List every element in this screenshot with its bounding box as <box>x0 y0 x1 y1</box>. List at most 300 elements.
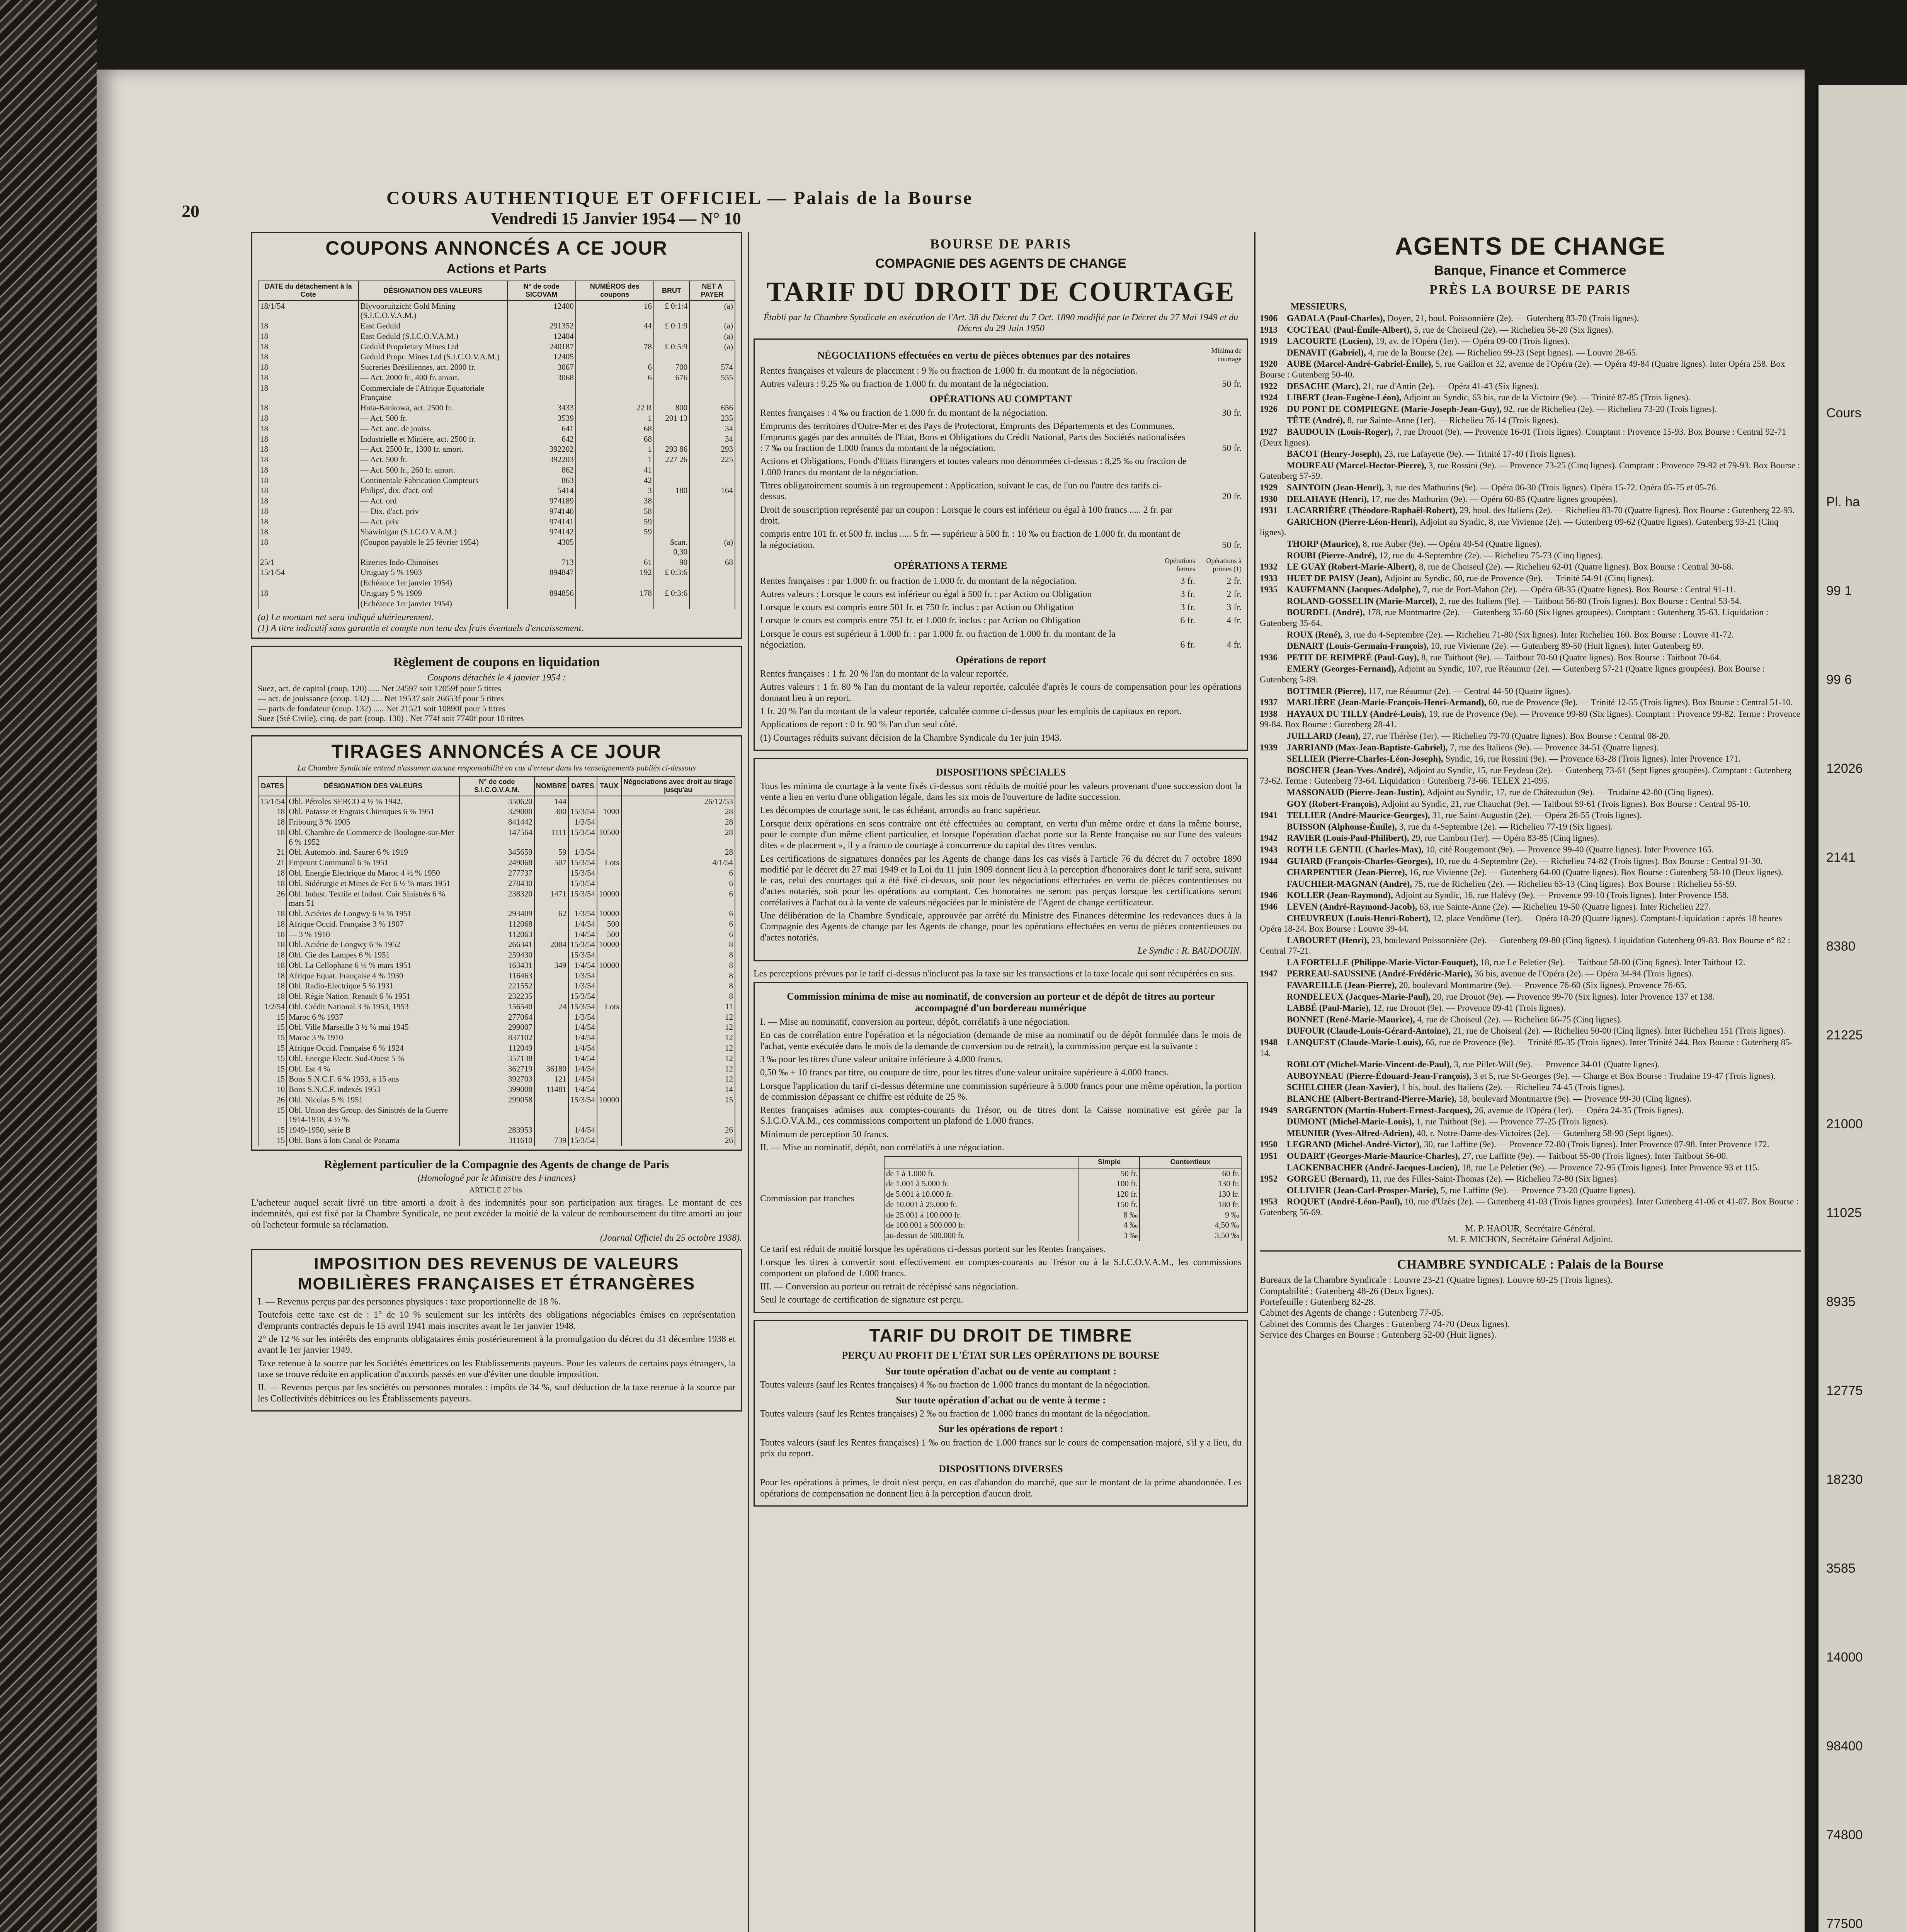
cell-date: 18 <box>258 423 359 434</box>
cell-num: 1 <box>576 454 654 465</box>
cell-net: 574 <box>689 362 735 372</box>
terme-col1: Opérations fermes <box>1165 557 1195 573</box>
cell-neg: 8 <box>621 981 735 991</box>
agent-entry <box>1260 799 1801 810</box>
table-row <box>258 475 735 486</box>
cell-date: 18/1/54 <box>258 301 359 321</box>
cell-net: (a) <box>689 321 735 331</box>
agent-details: 1, rue Taitbout (9e). — Provence 77-25 (Trois lignes). <box>1416 1117 1609 1127</box>
disposition-paragraph: Tous les minima de courtage à la vente fixés ci-dessus sont réduits de moitié pour les valeurs provenant d'une succession dont la vente a lieu en vertu d'une obligation légale, dans les six mois de l'ouverture de ladite succession. <box>760 781 1242 802</box>
cell-code: 641 <box>507 423 576 434</box>
cell-brut: £ 0:1:9 <box>654 321 689 331</box>
cell-code: 221552 <box>459 981 534 991</box>
fee-value-ferme: 6 fr. <box>1180 640 1195 650</box>
agent-name: BLANCHE (Albert-Bertrand-Pierre-Marie), <box>1287 1094 1456 1104</box>
agent-entry <box>1260 596 1801 607</box>
agent-entry <box>1260 731 1801 742</box>
cell-name: — 3 % 1910 <box>287 929 459 940</box>
cell-date: 15 <box>258 1135 287 1146</box>
timbre-box <box>754 1320 1248 1507</box>
cell-code: 112068 <box>459 919 534 929</box>
cell-nb <box>534 971 568 981</box>
cell-date: 18 <box>258 444 359 454</box>
fee-label: Rentes françaises et valeurs de placement : 9 ‰ ou fraction de 1.000 fr. du montant de la négociation. <box>760 366 1138 376</box>
cell-date: 15 <box>258 1105 287 1125</box>
cell-code: 116463 <box>459 971 534 981</box>
cell-nb <box>534 1032 568 1043</box>
minima-header: Minima de courtage <box>1211 347 1242 363</box>
cell-code: 277737 <box>459 868 534 878</box>
cell-taux <box>597 868 621 878</box>
cell-code: 362719 <box>459 1064 534 1074</box>
cell-neg: 26 <box>621 1125 735 1135</box>
cell-brut <box>654 599 689 609</box>
table-row <box>258 454 735 465</box>
cell-code: 974141 <box>507 517 576 527</box>
cell-code: 3067 <box>507 362 576 372</box>
imposition-paragraph: I. — Revenus perçus par des personnes physiques : taxe proportionnelle de 18 %. <box>258 1297 561 1307</box>
agent-year: 1922 <box>1260 381 1278 391</box>
cell-name: (Echéance 1er janvier 1954) <box>359 578 507 588</box>
cell-name: Obl. Nicolas 5 % 1951 <box>287 1095 459 1105</box>
disposition-paragraph: Lorsque deux opérations en sens contraire ont été effectuées au comptant, en vertu d'un même ordre et dans la même bourse, pour le compte d'un même client particulier, et lorsque l'opération d'achat porte sur la Rente française ou sur l'une des valeurs dites « de placement », il y a franco de courtage à concurrence du capital des titres vendus. <box>760 818 1242 851</box>
agent-year: 1919 <box>1260 336 1278 346</box>
cell-code: 862 <box>507 465 576 475</box>
agent-entry <box>1260 810 1801 821</box>
cell-name: Obl. Energie Electrique du Maroc 4 ½ % 1950 <box>287 868 459 878</box>
facing-page-fragment: 12775 <box>1826 1383 1863 1398</box>
agent-name: ROUBI (Pierre-André), <box>1287 550 1377 560</box>
cell-name: — Act. 2500 fr., 1300 fr. amort. <box>359 444 507 454</box>
reglement-subtitle: Coupons détachés le 4 janvier 1954 : <box>427 673 566 683</box>
cell-neg: 8 <box>621 960 735 971</box>
cell-date: 18 <box>258 919 287 929</box>
agent-year: 1913 <box>1260 325 1278 335</box>
cell-net: 34 <box>689 434 735 444</box>
facing-page-fragment: 74800 <box>1826 1828 1863 1842</box>
col-date: DATE du détachement à la Cote <box>258 281 359 300</box>
agent-details: Doyen, 21, boul. Poissonnière (2e). — Gutenberg 83-70 (Trois lignes). <box>1387 313 1639 323</box>
cell-code: 283953 <box>459 1125 534 1135</box>
comptant-title: OPÉRATIONS AU COMPTANT <box>929 393 1072 405</box>
reglement-section <box>251 646 742 728</box>
cell-date: 18 <box>258 331 359 342</box>
cell-net: 555 <box>689 372 735 383</box>
agent-entry <box>1260 1071 1801 1082</box>
commission-paragraph: Rentes françaises admises aux comptes-courants du Trésor, ou de titres dont la Caisse nominative est gérée par la S.I.C.O.V.A.M., ces commissions comportent un plafond de 1.000 francs. <box>760 1105 1242 1126</box>
agent-details: 40, r. Notre-Dame-des-Victoires (2e). — Gutenberg 58-90 (Sept lignes). <box>1417 1128 1673 1138</box>
agent-year: 1949 <box>1260 1105 1278 1115</box>
cell-brut: 700 <box>654 362 689 372</box>
agent-name: LIBERT (Jean-Eugène-Léon), <box>1287 393 1402 403</box>
timbre-text: Toutes valeurs (sauf les Rentes françaises) 1 ‰ ou fraction de 1.000 francs sur le cours de compensation majoré, s'il y a lieu, du prix du report. <box>760 1438 1242 1459</box>
cell-name: Fribourg 3 % 1905 <box>287 817 459 827</box>
fee-row <box>760 408 1242 418</box>
neg-header: NÉGOCIATIONS effectuées en vertu de pièces obtenues par des notaires <box>817 350 1130 361</box>
right-column <box>1260 232 1801 1932</box>
commission-paragraph: En cas de corrélation entre l'opération et la négociation (demande de mise au nominatif ou de dépôt formulée dans le mois de l'achat, vente exécutée dans le mois de la demande de conversion ou de retrait), la commission perçue est la suivante : <box>760 1030 1242 1051</box>
cell-neg: 12 <box>621 1074 735 1084</box>
cell-net: 164 <box>689 485 735 496</box>
agents-subtitle2: PRÈS LA BOURSE DE PARIS <box>1429 282 1631 297</box>
cell-name: — Act. ord <box>359 496 507 506</box>
agent-name: AUBOYNEAU (Pierre-Édouard-Jean-François), <box>1287 1071 1472 1081</box>
cell-taux <box>597 1012 621 1022</box>
agent-year: 1931 <box>1260 505 1278 515</box>
commission-cell: de 1.001 à 5.000 fr. <box>884 1179 1079 1189</box>
agents-subtitle: Banque, Finance et Commerce <box>1434 263 1626 278</box>
cell-rdate: 1/3/54 <box>568 908 597 919</box>
cell-taux <box>597 950 621 960</box>
agent-details: Syndic, 16, rue Rossini (9e). — Provence 63-28 (Trois lignes). Inter Provence 171. <box>1445 754 1741 764</box>
cell-code: 642 <box>507 434 576 444</box>
fee-row <box>760 456 1242 478</box>
table-row <box>884 1168 1241 1179</box>
cell-taux <box>597 1064 621 1074</box>
agent-name: HAYAUX DU TILLY (André-Louis), <box>1287 709 1427 719</box>
agent-name: BOTTMER (Pierre), <box>1287 686 1366 696</box>
agent-entry <box>1260 1116 1801 1127</box>
fee-row <box>760 379 1242 389</box>
agent-entry <box>1260 641 1801 651</box>
table-row <box>884 1199 1241 1210</box>
cell-neg: 26 <box>621 1135 735 1146</box>
agent-entry <box>1260 1139 1801 1150</box>
agent-name: TELLIER (André-Maurice-Georges), <box>1287 810 1430 820</box>
col-dates: DATES <box>258 776 287 796</box>
commission-cell: 4 ‰ <box>1079 1220 1140 1230</box>
cell-taux <box>597 1135 621 1146</box>
cell-brut: 90 <box>654 557 689 568</box>
cell-rdate <box>568 1105 597 1125</box>
table-row <box>258 1022 735 1032</box>
cell-nb <box>534 919 568 929</box>
column-divider <box>748 232 749 1932</box>
cell-name: Obl. Ville Marseille 3 ½ % mai 1945 <box>287 1022 459 1032</box>
report-title: Opérations de report <box>956 654 1046 666</box>
cell-brut: £ 0:5:9 <box>654 342 689 352</box>
table-row <box>258 806 735 817</box>
agent-name: THORP (Maurice), <box>1287 539 1361 549</box>
imposition-paragraph: Taxe retenue à la source par les Sociétés émettrices ou les Etablissements payeurs. Pour les valeurs de certains pays étrangers, la taxe se trouve réduite en application d'accords passés en vue d'éviter une double imposition. <box>258 1358 735 1379</box>
cell-date: 15 <box>258 1053 287 1064</box>
cell-rdate: 15/3/54 <box>568 868 597 878</box>
agent-name: GUIARD (François-Charles-Georges), <box>1287 856 1433 866</box>
cell-nb: 349 <box>534 960 568 971</box>
agent-entry <box>1260 427 1801 448</box>
col-net: NET A PAYER <box>689 281 735 300</box>
facing-page-fragment: 12026 <box>1826 761 1863 776</box>
cell-num: 38 <box>576 496 654 506</box>
agent-entry <box>1260 505 1801 516</box>
cell-name: — Act. priv <box>359 517 507 527</box>
cell-date: 18 <box>258 342 359 352</box>
commission-cell: 50 fr. <box>1079 1168 1140 1179</box>
cell-neg <box>621 1105 735 1125</box>
facing-page-fragment: Pl. ha <box>1826 495 1860 509</box>
cell-num <box>576 537 654 557</box>
agent-entry <box>1260 652 1801 663</box>
cell-rdate: 15/3/54 <box>568 827 597 847</box>
agent-entry <box>1260 867 1801 878</box>
agent-year: 1929 <box>1260 482 1278 492</box>
agent-name: DUMONT (Michel-Marie-Louis), <box>1287 1117 1414 1127</box>
cell-neg: 12 <box>621 1032 735 1043</box>
agent-entry <box>1260 833 1801 844</box>
cell-net <box>689 475 735 486</box>
rp-article: ARTICLE 27 bis. <box>469 1186 524 1195</box>
agent-details: 1 bis, boul. des Italiens (2e). — Richelieu 74-45 (Trois lignes). <box>1402 1082 1625 1092</box>
coupons-subtitle: Actions et Parts <box>446 262 547 276</box>
table-row <box>258 1064 735 1074</box>
cell-name: Obl. Chambre de Commerce de Boulogne-sur-Mer 6 % 1952 <box>287 827 459 847</box>
imposition-paragraph: 2° de 12 % sur les intérêts des emprunts obligataires émis postérieurement à la promulgation du décret du 31 décembre 1938 et avant le 1er janvier 1949. <box>258 1334 735 1355</box>
cell-name: Afrique Occid. Française 6 % 1924 <box>287 1043 459 1053</box>
agent-entry <box>1260 663 1801 685</box>
agent-year: 1953 <box>1260 1197 1278 1207</box>
facing-page-fragment: 11025 <box>1826 1206 1862 1220</box>
agent-name: LACARRIÈRE (Théodore-Raphaël-Robert), <box>1287 505 1458 515</box>
cell-num: 1 <box>576 413 654 423</box>
cell-rdate: 1/3/54 <box>568 847 597 857</box>
agent-details: 21, rue de Choiseul (2e). — Richelieu 50-00 (Cinq lignes). Inter Richelieu 151 (Trois lignes). <box>1453 1026 1786 1036</box>
col-nombre: NOMBRE <box>534 776 568 796</box>
table-row <box>258 578 735 588</box>
table-row <box>258 342 735 352</box>
fee-label: Autres valeurs : Lorsque le cours est inférieur ou égal à 500 fr. : par Action ou Obligation <box>760 589 1092 599</box>
agent-year: 1932 <box>1260 562 1278 572</box>
commission-cell: de 1 à 1.000 fr. <box>884 1168 1079 1179</box>
agent-name: SELLIER (Pierre-Charles-Léon-Joseph), <box>1287 754 1443 764</box>
fee-minimum: 20 fr. <box>1222 492 1242 502</box>
cell-date: 15 <box>258 1064 287 1074</box>
cell-name: Continentale Fabrication Compteurs <box>359 475 507 486</box>
table-row <box>258 827 735 847</box>
cell-code: 291352 <box>507 321 576 331</box>
agent-name: SCHELCHER (Jean-Xavier), <box>1287 1082 1400 1092</box>
fee-minimum: 30 fr. <box>1222 408 1242 418</box>
fee-label: Droit de souscription représenté par un coupon : Lorsque le cours est inférieur ou égal à 100 francs ..... 2 fr. par droit. <box>760 505 1172 526</box>
agent-name: OUDART (Georges-Marie-Maurice-Charles), <box>1287 1151 1460 1161</box>
cell-name: Uruguay 5 % 1909 <box>359 588 507 599</box>
table-row <box>258 506 735 517</box>
agent-year: 1942 <box>1260 833 1278 843</box>
commission-paragraph: II. — Mise au nominatif, dépôt, non corrélatifs à une négociation. <box>760 1143 1004 1153</box>
agent-entry <box>1260 753 1801 764</box>
commission-cell: 120 fr. <box>1079 1189 1140 1199</box>
agent-name: GARICHON (Pierre-Léon-Henri), <box>1287 517 1418 527</box>
cell-neg: 12 <box>621 1012 735 1022</box>
terme-title: OPÉRATIONS A TERME <box>894 560 1007 571</box>
cell-net <box>689 588 735 599</box>
cell-date: 10 <box>258 1084 287 1095</box>
cell-brut: £ 0:3:6 <box>654 588 689 599</box>
cell-rdate: 1/4/54 <box>568 960 597 971</box>
cell-neg: 26/12/53 <box>621 796 735 807</box>
cell-num: 1 <box>576 444 654 454</box>
facing-page-fragment: 99 6 <box>1826 672 1852 687</box>
commission-box <box>754 982 1248 1313</box>
table-row <box>258 444 735 454</box>
facing-page-fragment: 98400 <box>1826 1739 1863 1753</box>
agent-entry <box>1260 629 1801 640</box>
agent-year: 1906 <box>1260 313 1278 323</box>
cell-taux: Lots <box>597 1002 621 1012</box>
cell-name: Obl. Aciéries de Longwy 6 ½ % 1951 <box>287 908 459 919</box>
reglement-row: — parts de fondateur (coup. 132) ..... Net 21521 soit 10890f pour 5 titres <box>258 703 505 713</box>
commission-table <box>884 1156 1242 1241</box>
table-row <box>258 1012 735 1022</box>
cell-date: 18 <box>258 321 359 331</box>
cell-num: 192 <box>576 567 654 578</box>
cell-nb: 24 <box>534 1002 568 1012</box>
agent-entry <box>1260 381 1801 392</box>
cell-rdate: 1/4/54 <box>568 929 597 940</box>
agent-details: 75, rue de Richelieu (2e). — Richelieu 63-13 (Cinq lignes). Box Bourse : Richelieu 55-59. <box>1414 879 1737 889</box>
agent-name: SARGENTON (Martin-Hubert-Ernest-Jacques), <box>1287 1105 1472 1115</box>
cell-name: Blyvooruitzicht Gold Mining (S.I.C.O.V.A.M.) <box>359 301 507 321</box>
cell-code: 147564 <box>459 827 534 847</box>
footnote: (a) Le montant net sera indiqué ultérieurement. <box>258 612 434 622</box>
secretaire: M. P. HAOUR, Secrétaire Général. <box>1465 1223 1596 1234</box>
fee-label: Lorsque le cours est supérieur à 1.000 fr. : par 1.000 fr. ou fraction de 1.000 fr. du montant de la négociation. <box>760 629 1116 650</box>
cell-num: 68 <box>576 434 654 444</box>
agent-year: 1920 <box>1260 359 1278 369</box>
cell-nb: 62 <box>534 908 568 919</box>
cell-rdate: 1/3/54 <box>568 981 597 991</box>
table-row <box>258 929 735 940</box>
cell-net: 235 <box>689 413 735 423</box>
cell-code: 299058 <box>459 1095 534 1105</box>
cell-date <box>258 599 359 609</box>
dispositions-title: DISPOSITIONS SPÉCIALES <box>936 766 1066 778</box>
report-paragraph: 1 fr. 20 % l'an du montant de la valeur reportée, calculée comme ci-dessus pour les emplois de capitaux en report. <box>760 706 1182 717</box>
table-row <box>258 1032 735 1043</box>
table-row <box>884 1220 1241 1230</box>
footnote: (1) A titre indicatif sans garantie et compte non tenu des frais éventuels d'encaissement. <box>258 623 584 633</box>
agent-name: LACKENBACHER (André-Jacques-Lucien), <box>1287 1162 1460 1172</box>
book-binding <box>0 0 97 1932</box>
cell-num: 16 <box>576 301 654 321</box>
tirages-subtitle: La Chambre Syndicale entend n'assumer aucune responsabilité en cas d'erreur dans les renseignements publiés ci-dessous <box>297 763 696 773</box>
cell-num: 22 R <box>576 403 654 413</box>
agent-details: 36 bis, avenue de l'Opéra (2e). — Opéra 34-94 (Trois lignes). <box>1475 969 1694 979</box>
commission-paragraph: Lorsque l'application du tarif ci-dessus détermine une commission supérieure à 5.000 francs pour une même opération, la portion de commission dépassant ce chiffre est réduite de 25 %. <box>760 1081 1242 1102</box>
agent-details: 17, rue des Mathurins (9e). — Opéra 60-85 (Quatre lignes groupées). <box>1371 494 1618 504</box>
cell-num: 44 <box>576 321 654 331</box>
table-row <box>258 496 735 506</box>
cell-num <box>576 352 654 362</box>
agent-details: Adjoint au Syndic, 60, rue de Provence (9e). — Trinité 54-91 (Cinq lignes). <box>1384 573 1654 583</box>
agent-details: 3, rue des Mathurins (9e). — Opéra 06-30 (Trois lignes). Opéra 15-72. Opéra 05-75 et 05-76. <box>1386 482 1718 492</box>
cell-nb <box>534 868 568 878</box>
cell-neg: 8 <box>621 991 735 1002</box>
agent-details: 2, rue des Italiens (9e). — Taitbout 56-80 (Trois lignes). Box Bourse : Central 53-54. <box>1439 596 1742 606</box>
agent-name: AUBE (Marcel-André-Gabriel-Émile), <box>1287 359 1433 369</box>
agent-details: 18, boulevard Montmartre (9e). — Provence 99-30 (Cinq lignes). <box>1458 1094 1692 1104</box>
agent-name: LABBÉ (Paul-Marie), <box>1287 1003 1371 1013</box>
table-row <box>258 847 735 857</box>
agent-details: 21, rue d'Antin (2e). — Opéra 41-43 (Six lignes). <box>1363 381 1539 391</box>
cell-taux <box>597 1043 621 1053</box>
cell-brut: £ 0:3:6 <box>654 567 689 578</box>
cell-taux <box>597 981 621 991</box>
cell-name: Rizeries Indo-Chinoises <box>359 557 507 568</box>
table-row <box>258 321 735 331</box>
agent-details: 27, rue Thérèse (1er). — Richelieu 79-70 (Quatre lignes). Box Bourse : Central 08-20. <box>1363 731 1671 741</box>
agent-entry <box>1260 482 1801 493</box>
rp-subtitle: (Homologué par le Ministre des Finances) <box>417 1173 576 1184</box>
cell-taux <box>597 1084 621 1095</box>
agent-details: 7, rue de Port-Mahon (2e). — Opéra 68-35 (Quatre lignes). Box Bourse : Central 91-11. <box>1423 585 1736 595</box>
cell-name: — Act. anc. de jouiss. <box>359 423 507 434</box>
report-paragraph: Autres valeurs : 1 fr. 80 % l'an du montant de la valeur reportée, calculée d'après le cours de compensation pour les opérations donnant lieu à un report. <box>760 682 1242 703</box>
cell-code: 4305 <box>507 537 576 557</box>
table-row <box>258 362 735 372</box>
agent-details: 10, cité Rougemont (9e). — Provence 99-40 (Quatre lignes). Inter Provence 165. <box>1426 844 1714 854</box>
agent-entry <box>1260 336 1801 347</box>
cell-brut <box>654 496 689 506</box>
fee-label: Actions et Obligations, Fonds d'Etats Etrangers et toutes valeurs non dénommées ci-dessus : 8,25 ‰ ou fraction de 1.000 francs du montant de la négociation. <box>760 456 1187 478</box>
cell-taux <box>597 1032 621 1043</box>
agent-name: LE GUAY (Robert-Marie-Albert), <box>1287 562 1417 572</box>
cell-rdate: 1/4/54 <box>568 1084 597 1095</box>
agent-details: 60, rue de Provence (9e). — Trinité 12-55 (Trois lignes). Box Bourse : Central 51-10. <box>1488 697 1793 707</box>
reglement-row: Suez, act. de capital (coup. 120) ..... Net 24597 soit 12059f pour 5 titres <box>258 683 501 693</box>
timbre-text: Toutes valeurs (sauf les Rentes françaises) 2 ‰ ou fraction de 1.000 francs du montant de la négociation. <box>760 1409 1150 1419</box>
cell-rdate: 15/3/54 <box>568 950 597 960</box>
cell-rdate: 1/4/54 <box>568 1043 597 1053</box>
table-row <box>258 1084 735 1095</box>
cell-rdate: 15/3/54 <box>568 991 597 1002</box>
cell-net <box>689 383 735 403</box>
agent-entry <box>1260 901 1801 912</box>
agent-name: DENAVIT (Gabriel), <box>1287 347 1366 357</box>
agent-details: 5, rue Laffitte (9e). — Provence 73-20 (Quatre lignes). <box>1440 1185 1636 1195</box>
timbre-heading: Sur toute opération d'achat ou de vente à terme : <box>896 1394 1106 1406</box>
cell-rdate: 1/4/54 <box>568 1064 597 1074</box>
cell-net <box>689 527 735 537</box>
agent-details: 23, boulevard Poissonnière (2e). — Gutenberg 09-80 (Cinq lignes). Liquidation Gutenberg 09-83. Box Bourse n° 82 : Central 77-21. <box>1260 935 1790 956</box>
agent-name: ROTH LE GENTIL (Charles-Max), <box>1287 844 1424 854</box>
agent-name: DENART (Louis-Germain-François), <box>1287 641 1429 651</box>
terme-col2: Opérations à primes (1) <box>1206 557 1242 573</box>
table-row <box>258 1135 735 1146</box>
table-row <box>258 485 735 496</box>
cell-name: Bons S.N.C.F. 6 % 1953, à 15 ans <box>287 1074 459 1084</box>
cell-date: 18 <box>258 485 359 496</box>
page-title: COURS AUTHENTIQUE ET OFFICIEL — Palais de la Bourse <box>386 188 973 208</box>
fee-label: compris entre 101 fr. et 500 fr. inclus ..... 5 fr. — supérieur à 500 fr. : 10 ‰ ou fraction de 1.000 fr. du montant de la négociation. <box>760 529 1181 550</box>
cell-date: 15 <box>258 1032 287 1043</box>
agent-entry <box>1260 561 1801 572</box>
agent-details: 5, rue Gaillon et 32, avenue de l'Opéra (2e). — Opéra 49-84 (Quatre lignes). Inter Opéra 258. Box Bourse : Gutenberg 50-40. <box>1260 359 1785 380</box>
agent-entry <box>1260 935 1801 956</box>
agent-name: BOSCHER (Jean-Yves-André), <box>1287 765 1406 775</box>
cell-code <box>507 578 576 588</box>
commission-cell: 150 fr. <box>1079 1199 1140 1210</box>
agent-details: Adjoint au Syndic, 107, rue Réaumur (2e). — Gutenberg 57-21 (Quatre lignes groupées). Box Bourse : Gutenberg 5-89. <box>1260 664 1765 685</box>
cell-num <box>576 599 654 609</box>
cell-name: Obl. Automob. ind. Saurer 6 % 1919 <box>287 847 459 857</box>
agent-entry <box>1260 313 1801 324</box>
cell-num <box>576 578 654 588</box>
agent-details: 8, rue Sainte-Anne (1er). — Richelieu 76-14 (Trois lignes). <box>1347 415 1559 425</box>
cell-code: 238320 <box>459 889 534 909</box>
cell-name: Obl. Cie des Lampes 6 % 1951 <box>287 950 459 960</box>
agent-details: Adjoint au Syndic, 16, rue Halévy (9e). — Provence 99-10 (Trois lignes). Inter Provence 158. <box>1395 890 1729 900</box>
cell-nb: 11481 <box>534 1084 568 1095</box>
